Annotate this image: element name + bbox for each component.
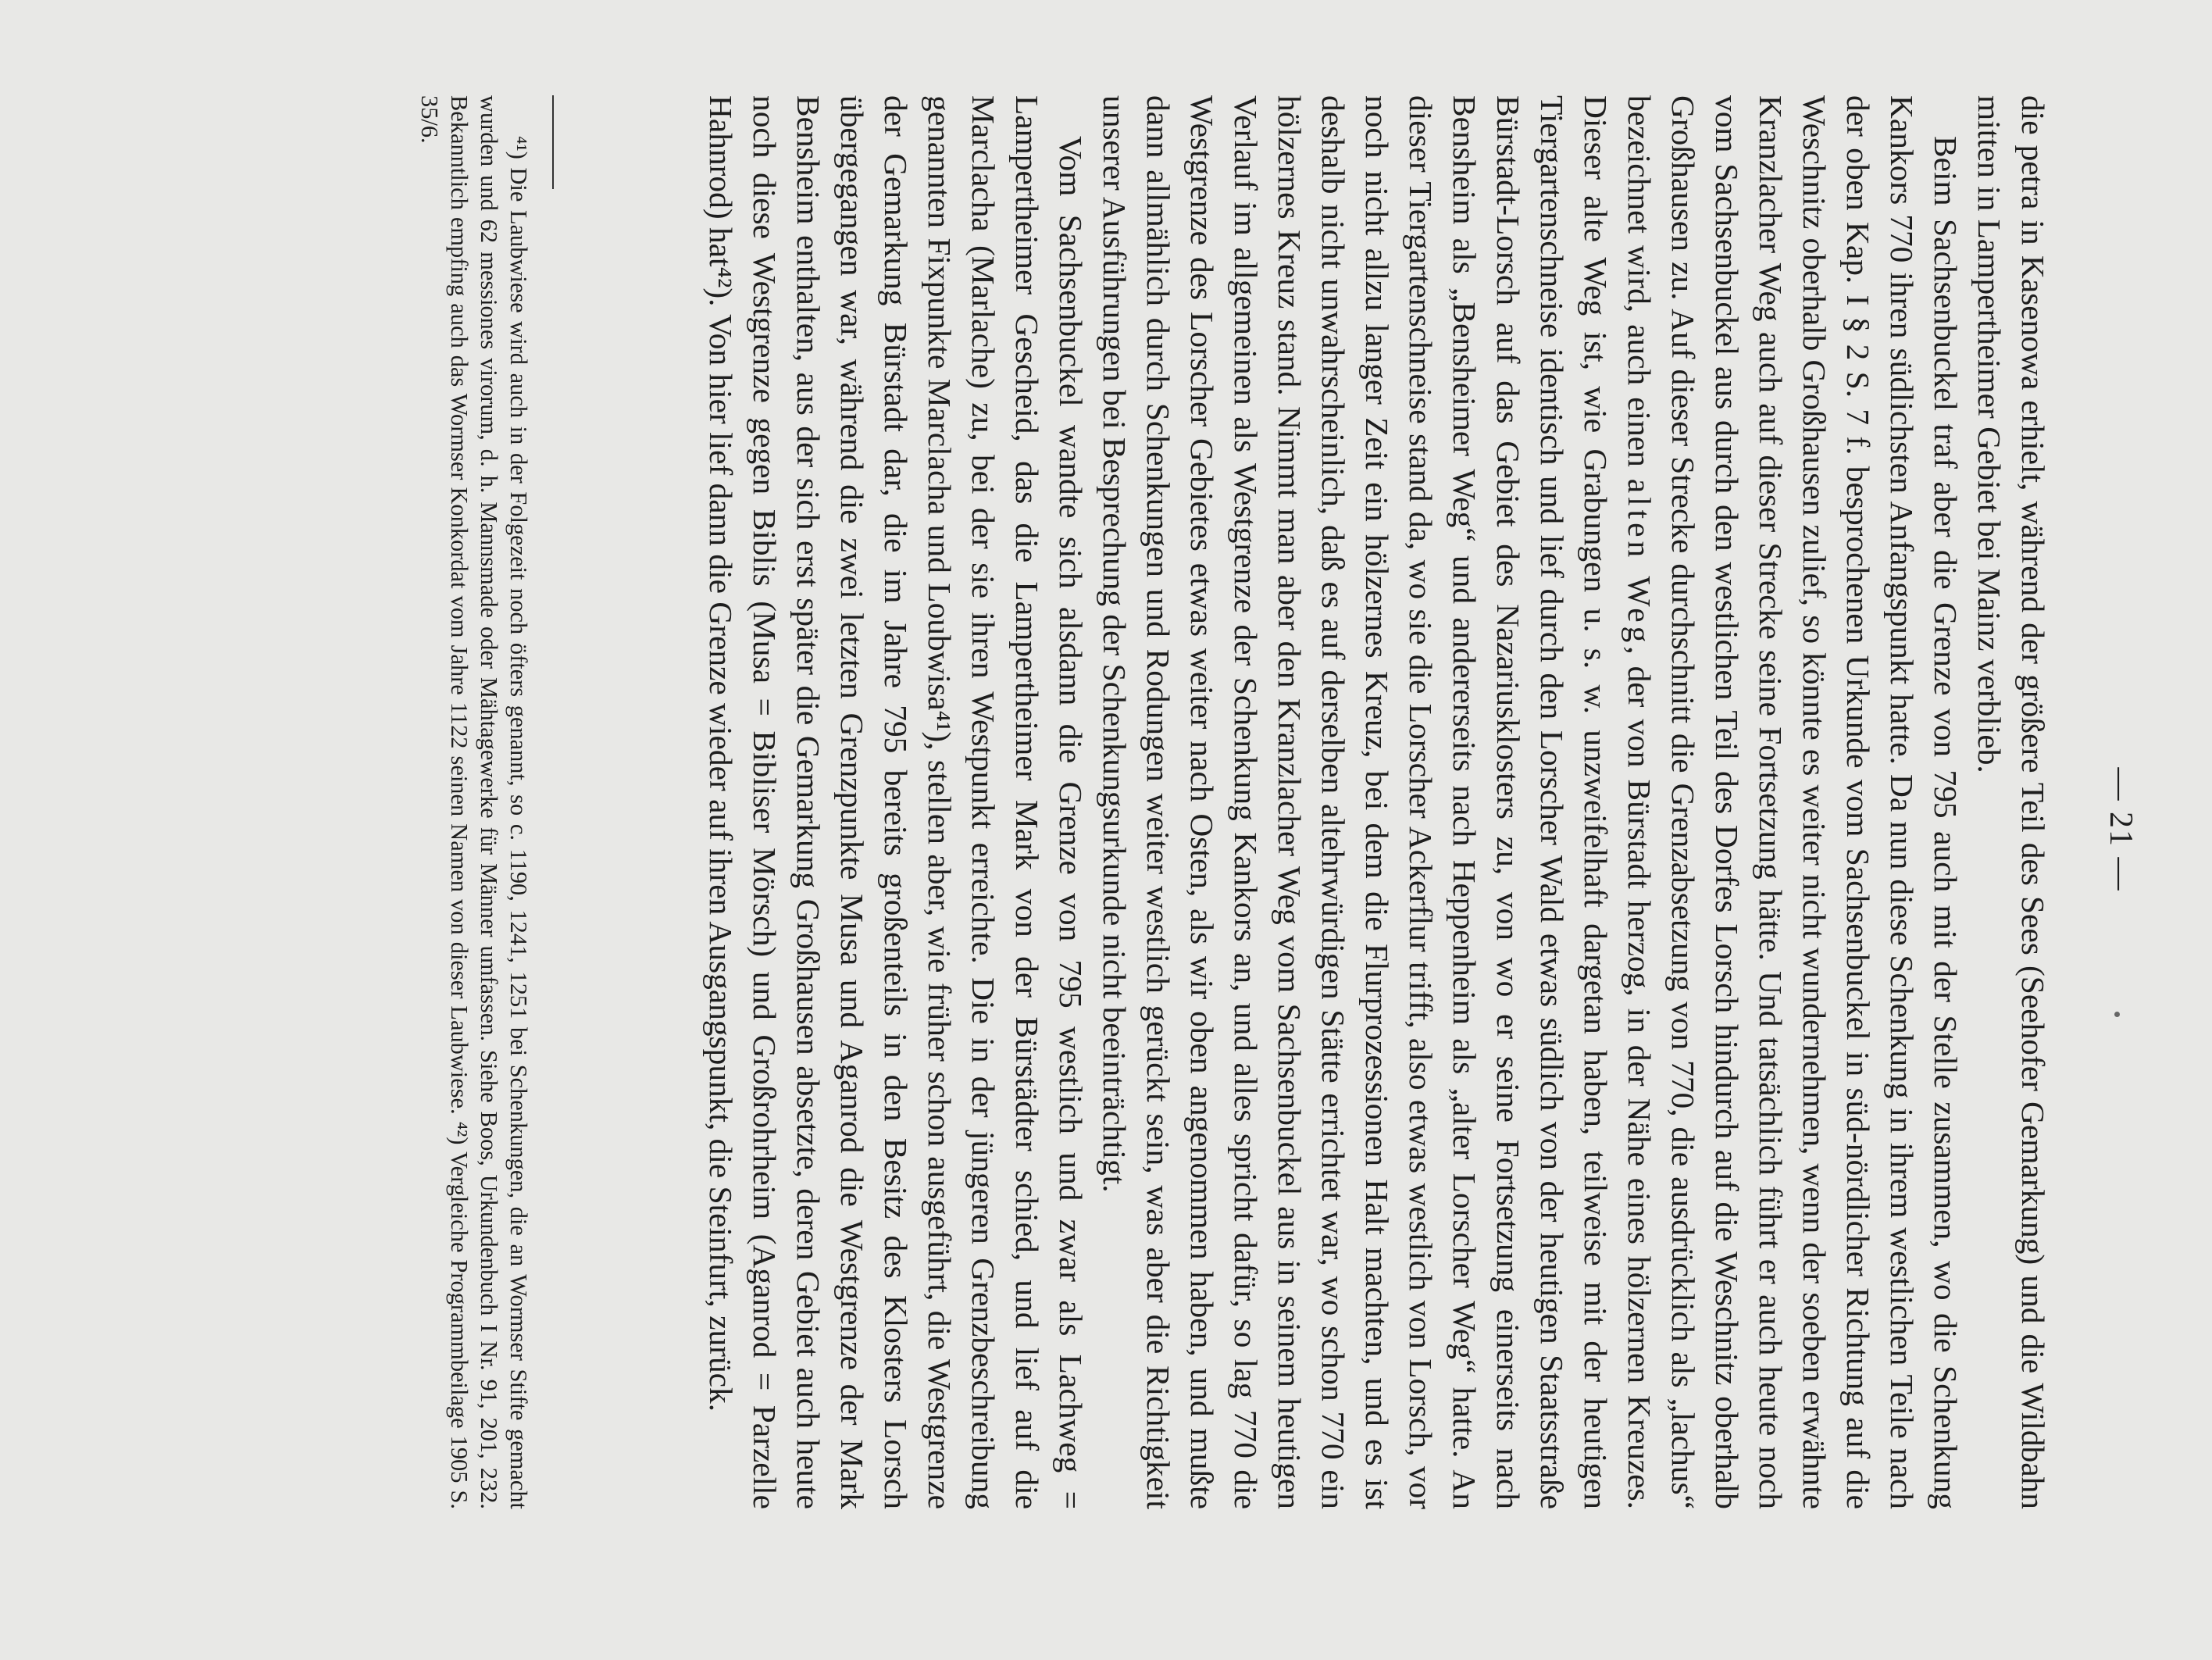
paragraph-2 (1093, 95, 1968, 1509)
footnote-text: ⁴¹) Die Laubwiese wird auch in der Folgezeit noch öfters genannt, so c. 1190, 1241, 1251 bei Schenkungen, die an Wormser Stifte gemacht wurden und 62 messiones virorum, d. h. Mannsmade oder Mähtagewerke für Männer umfassen. Siehe Boos, Urkundenbuch I Nr. 91, 201, 232. Bekanntlich empfing auch das Wormser Konkordat vom Jahre 1122 seinen Namen von dieser Laubwiese. ⁴²) Vergleiche Programmbeilage 1905 S. 35/6. (416, 95, 532, 1509)
rotated-page (71, 25, 2141, 1634)
paragraph-3: Vom Sachsenbuckel wandte sich alsdann die Grenze von 795 westlich und zwar als Lachweg = Lampertheimer Gescheid, das die Lampertheimer Mark von der Bürstädter schied, und lief auf die Marclacha (Marlache) zu, bei der sie ihren Westpunkt erreichte. Die in der jüngeren Grenzbeschreibung genannten Fixpunkte Marclacha und Loubwisa⁴¹), stellen aber, wie früher schon ausgeführt, die Westgrenze der Gemarkung Bürstadt dar, die im Jahre 795 bereits großenteils in den Besitz des Klosters Lorsch übergegangen war, während die zwei letzten Grenzpunkte Musa und Aganrod die Westgrenze der Mark Bensheim enthalten, aus der sich erst später die Gemarkung Großhausen absetzte, deren Gebiet auch heute noch diese Westgrenze gegen Biblis (Musa = Bibliser Mörsch) und Großrohrheim (Aganrod = Parzelle Hahnrod) hat⁴²). Von hier lief dann die Grenze wieder auf ihren Ausgangspunkt, die Steinfurt, zurück. (703, 95, 1089, 1509)
spaced-emphasis: alten Weg (1622, 478, 1657, 647)
footnotes (415, 95, 533, 1509)
paper-speck (2114, 1012, 2120, 1017)
paragraph-2-continuation: , der von Bürstadt herzog, in der Nähe eines hölzernen Kreuzes. Dieser alte Weg ist, wie Grabungen u. s. w. unzweifelhaft dargetan haben, teilweise mit der heutigen Tiergartenschneise identisch und lief durch den Lorscher Wald etwas südlich von der heutigen Staatsstraße Bürstadt-Lorsch auf das Gebiet des Nazariusklosters zu, von wo er seine Fortsetzung einerseits nach Bensheim als „Bensheimer Weg“ und andererseits nach Heppenheim als „alter Lorscher Weg“ hatte. An dieser Tiergartenschneise stand da, wo sie die Lorscher Ackerflur trifft, also etwas westlich von Lorsch, vor noch nicht allzu langer Zeit ein hölzernes Kreuz, bei dem die Flurprozessionen Halt machten, und es ist deshalb nicht unwahrscheinlich, daß es auf derselben altehrwürdigen Stätte errichtet war, wo schon 770 ein hölzernes Kreuz stand. Nimmt man aber den Kranzlacher Weg vom Sachsenbuckel aus in seinem heutigen Verlauf im allgemeinen als Westgrenze der Schenkung Kankors an, und alles spricht dafür, so lag 770 die Westgrenze des Lorscher Gebietes etwas weiter nach Osten, als wir oben angenommen haben, und mußte dann allmählich durch Schenkungen und Rodungen weiter westlich gerückt sein, was aber die Richtigkeit unserer Ausführungen bei Besprechung der Schenkungsurkunde nicht beeinträchtigt. (1097, 95, 1657, 1509)
footnote-divider (552, 95, 554, 189)
paragraph-1: die petra in Kasenowa erhielt, während der größere Teil des Sees (Seehofer Gemarkung) und die Wildbahn mitten in Lampertheimer Gebiet bei Mainz verblieb. (1971, 95, 2051, 1509)
paragraph-2-text: Beim Sachsenbuckel traf aber die Grenze von 795 auch mit der Stelle zusammen, wo die Schenkung Kankors 770 ihren südlichsten Anfangspunkt hatte. Da nun diese Schenkung in ihrem westlichen Teile nach der oben Kap. I § 2 S. 7 f. besprochenen Urkunde vom Sachsenbuckel in süd-nördlicher Richtung auf die Weschnitz oberhalb Großhausen zulief, so könnte es weiter nicht wundernehmen, wenn der soeben erwähnte Kranzlacher Weg auch auf dieser Strecke seine Fortsetzung hätte. Und tatsächlich führt er auch heute noch vom Sachsenbuckel aus durch den westlichen Teil des Dorfes Lorsch hindurch auf die Weschnitz oberhalb Großhausen zu. Auf dieser Strecke durchschnitt die Grenzabsetzung von 770, die ausdrücklich als „lachus“ bezeichnet wird, auch einen (1622, 95, 1964, 1509)
body-text (699, 95, 2055, 1509)
page-number: — 21 — (2103, 767, 2139, 892)
